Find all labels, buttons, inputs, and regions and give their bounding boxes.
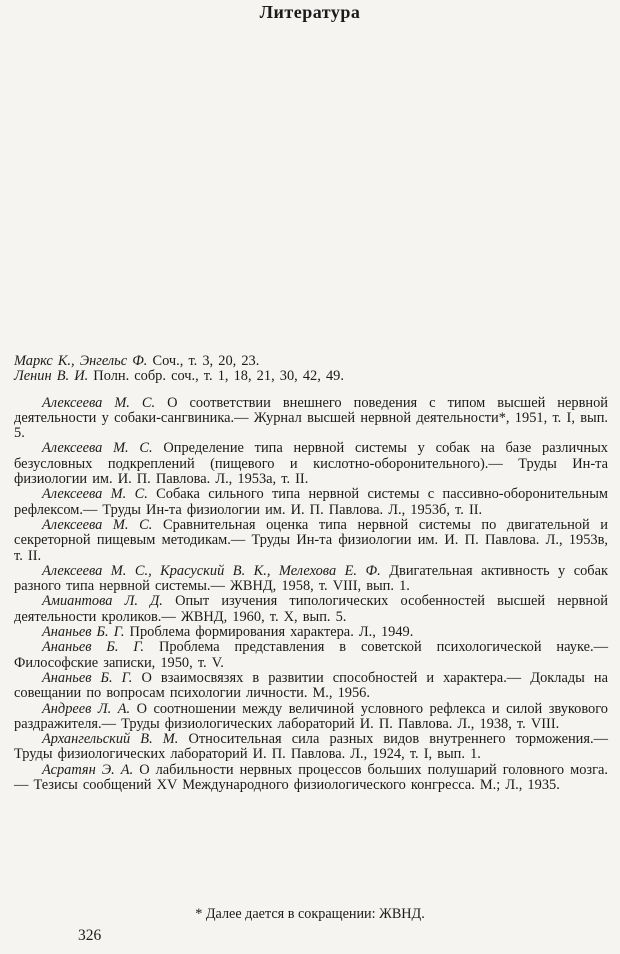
bibliography-entry [14, 671, 608, 702]
entry-text: Двигательная активность у собак разного типа нервной системы.— ЖВНД, 1958, т. VIII, вып. 1. [14, 562, 608, 595]
entry-text: Собака сильного типа нервной системы с пассивно-оборонительным рефлексом.— Труды Ин-та физиологии им. И. П. Павлова. Л., 1953б, т. II. [14, 486, 608, 518]
entry-text: О соотношении между величиной условного рефлекса и силой звукового раздражителя.— Труды физиологических лабораторий И. П. Павлова. Л., 1938, т. VIII. [14, 700, 608, 732]
page-title: Литература [259, 2, 361, 22]
entry-text: О лабильности нервных процессов больших полушарий головного мозга.— Тезисы сообщений XV Международного физиологического конгресса. М.; Л., 1935. [14, 761, 608, 794]
entry-author: Архангельский В. М. [42, 731, 179, 748]
bibliography-entry [14, 564, 608, 595]
entry-author: Андреев Л. А. [42, 700, 131, 717]
entry-author: Ананьев Б. Г. [42, 669, 133, 686]
footnote: * Далее дается в сокращении: ЖВНД. [195, 906, 425, 922]
entry-author: Асратян Э. А. [42, 761, 134, 778]
entry-text: Определение типа нервной системы у собак на базе различных безусловных подкреплений (пищевого и кислотно-оборонительного).— Труды Ин-та физиологии им. И. П. Павлова. Л., 1953а, т. II. [14, 440, 608, 488]
entry-text: Проблема представления в советской психологической науке.— Философские записки, 1950, т. V. [14, 639, 608, 671]
reference-line [14, 354, 608, 369]
entry-author: Алексеева М. С. [42, 394, 156, 411]
reference-line [14, 369, 608, 384]
bibliography-entry [14, 441, 608, 487]
entry-author: Алексеева М. С. [42, 440, 153, 457]
bibliography-entry [14, 594, 608, 625]
bibliography-entry [14, 396, 608, 442]
entry-text: Относительная сила разных видов внутреннего торможения.— Труды физиологических лабораторий И. П. Павлова. Л., 1924, т. I, вып. 1. [14, 731, 608, 763]
entry-text: Сравнительная оценка типа нервной системы по двигательной и секреторной пищевым методикам.— Труды Ин-та физиологии им. И. П. Павлова. Л., 1953в, т. II. [14, 516, 608, 564]
entry-text: О соответствии внешнего поведения с типом высшей нервной деятельности у собаки-сангвиника.— Журнал высшей нервной деятельности*, 1951, т. I, вып. 5. [14, 394, 608, 442]
entry-text: Опыт изучения типологических особенностей высшей нервной деятельности кроликов.— ЖВНД, 1960, т. X, вып. 5. [14, 593, 608, 625]
bibliography-entry [14, 640, 608, 671]
entry-text: Полн. собр. соч., т. 1, 18, 21, 30, 42, 49. [93, 368, 344, 385]
bibliography [14, 354, 608, 793]
entry-text: Соч., т. 3, 20, 23. [152, 353, 260, 369]
entry-text: Проблема формирования характера. Л., 1949. [129, 624, 414, 641]
bibliography-entry [14, 763, 608, 794]
bibliography-entry [14, 702, 608, 733]
entry-text: О взаимосвязях в развитии способностей и характера.— Доклады на совещании по вопросам психологии личности. М., 1956. [14, 669, 608, 702]
bibliography-entry [14, 732, 608, 763]
entry-author: Ананьев Б. Г. [42, 639, 145, 656]
bibliography-entry [14, 625, 608, 640]
entry-author: Маркс К., Энгельс Ф. [14, 353, 148, 369]
preamble-block [14, 354, 608, 385]
page-number: 326 [78, 927, 102, 944]
bibliography-entry [14, 487, 608, 518]
entry-author: Ленин В. И. [14, 368, 89, 385]
entry-author: Алексеева М. С. [42, 516, 153, 533]
entry-author: Амиантова Л. Д. [42, 593, 163, 610]
entry-author: Алексеева М. С., Красуский В. К., Мелехова Е. Ф. [42, 562, 381, 579]
bibliography-entry [14, 518, 608, 564]
entry-author: Ананьев Б. Г. [42, 624, 125, 641]
entry-author: Алексеева М. С. [42, 486, 148, 503]
